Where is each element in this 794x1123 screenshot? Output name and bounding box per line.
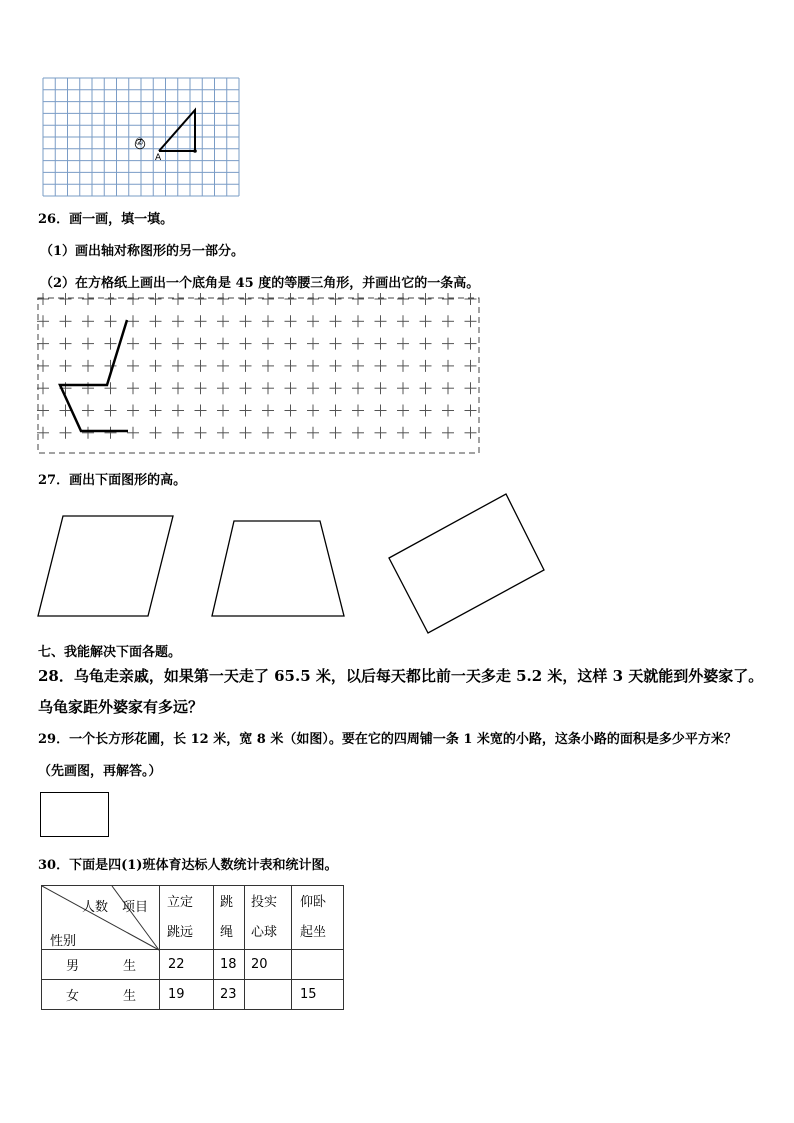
question-29-line2: （先画图，再解答。） — [38, 764, 162, 779]
header-people: 人数 — [82, 900, 109, 915]
column-header: 仰卧 起坐 — [292, 886, 344, 950]
cross-grid-figure — [38, 297, 483, 455]
table-cell — [245, 980, 292, 1010]
question-28-line2: 乌龟家距外婆家有多远？ — [38, 698, 204, 716]
table-cell: 18 — [214, 950, 245, 980]
table-cell: 20 — [245, 950, 292, 980]
trapezoid-shape — [212, 521, 344, 616]
half-figure-path — [60, 320, 128, 431]
header-gender: 性别 — [50, 934, 77, 949]
question-27-title: 27．画出下面图形的高。 — [38, 473, 187, 488]
parallelogram-shape — [38, 516, 173, 616]
question-26-title: 26．画一画，填一填。 — [38, 212, 174, 227]
stats-table — [41, 885, 344, 1010]
diagonal-header-cell — [42, 886, 160, 950]
column-header: 跳 绳 — [214, 886, 245, 950]
table-cell — [292, 950, 344, 980]
table-cell: 23 — [214, 980, 245, 1010]
row-label: 男 生 — [42, 950, 160, 980]
rectangle-tilted-shape — [389, 494, 544, 633]
table-cell: 22 — [160, 950, 214, 980]
table-row — [42, 950, 344, 980]
garden-rectangle — [40, 792, 109, 837]
question-30-title: 30．下面是四(1)班体育达标人数统计表和统计图。 — [38, 858, 338, 873]
shape-number: ② — [135, 137, 144, 148]
point-label-a: A — [155, 153, 162, 163]
question-26-part2: （2）在方格纸上画出一个底角是 45 度的等腰三角形，并画出它的一条高。 — [40, 276, 480, 291]
section-7-title: 七、我能解决下面各题。 — [38, 645, 182, 660]
question-29-line1: 29．一个长方形花圃，长 12 米，宽 8 米（如图）。要在它的四周铺一条 1 米宽的小路，这条小路的面积是多少平方米？ — [38, 732, 737, 747]
question-26-part1: （1）画出轴对称图形的另一部分。 — [40, 244, 245, 259]
table-row — [42, 980, 344, 1010]
column-header: 投实 心球 — [245, 886, 292, 950]
header-item: 项目 — [122, 900, 149, 915]
column-header: 立定 跳远 — [160, 886, 214, 950]
shapes-for-heights — [36, 490, 576, 640]
table-cell: 15 — [292, 980, 344, 1010]
question-28-line1: 28．乌龟走亲戚，如果第一天走了 65.5 米，以后每天都比前一天多走 5.2 米，这样 3 天就能到外婆家了。 — [38, 667, 764, 685]
row-label: 女 生 — [42, 980, 160, 1010]
table-cell: 19 — [160, 980, 214, 1010]
